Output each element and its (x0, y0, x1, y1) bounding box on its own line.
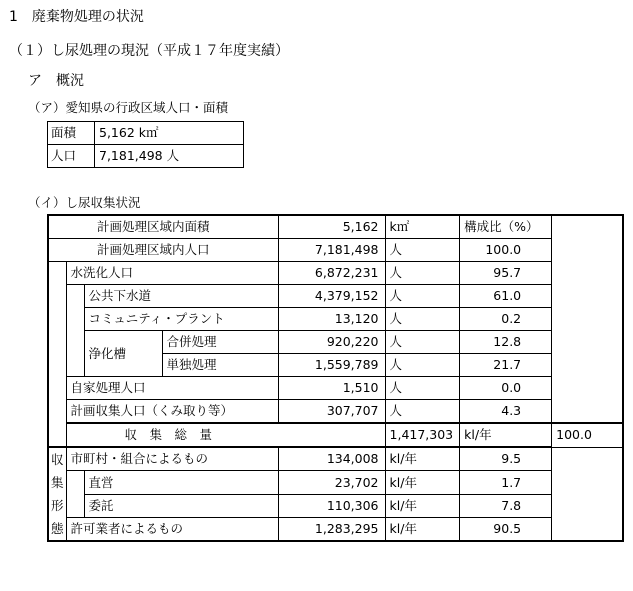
gappei-pct: 12.8 (460, 331, 552, 354)
population-row-label: 計画処理区域内人口 (48, 239, 278, 262)
gappei-unit: 人 (385, 331, 460, 354)
total-pct: 100.0 (552, 423, 623, 447)
population-value: 7,181,498 人 (95, 145, 244, 168)
consign-pct: 7.8 (460, 495, 552, 518)
keikaku-unit: 人 (385, 400, 460, 424)
table-row (48, 215, 623, 239)
direct-pct: 1.7 (460, 471, 552, 495)
consign-unit: kl/年 (385, 495, 460, 518)
form-char: 態 (51, 521, 64, 536)
licensed-pct: 90.5 (460, 518, 552, 542)
area-row-label: 計画処理区域内面積 (48, 215, 278, 239)
gappei-value: 920,220 (278, 331, 385, 354)
community-label: コミュニティ・プラント (84, 308, 278, 331)
tandoku-pct: 21.7 (460, 354, 552, 377)
licensed-label: 許可業者によるもの (66, 518, 278, 542)
licensed-value: 1,283,295 (278, 518, 385, 542)
suisen-unit: 人 (385, 262, 460, 285)
collection-table-caption: （イ）し尿収集状況 (28, 195, 141, 210)
indent-cell (48, 262, 66, 448)
jika-unit: 人 (385, 377, 460, 400)
community-unit: 人 (385, 308, 460, 331)
table-row (48, 377, 623, 400)
table-row (48, 145, 244, 168)
population-label: 人口 (48, 145, 95, 168)
suisen-label: 水洗化人口 (66, 262, 278, 285)
suisen-value: 6,872,231 (278, 262, 385, 285)
table-row (48, 400, 623, 424)
collection-form-label (48, 447, 66, 541)
kokyo-pct: 61.0 (460, 285, 552, 308)
community-value: 13,120 (278, 308, 385, 331)
gappei-label: 合併処理 (162, 331, 278, 354)
collection-status-table (47, 214, 624, 542)
keikaku-value: 307,707 (278, 400, 385, 424)
area-label: 面積 (48, 122, 95, 145)
consign-value: 110,306 (278, 495, 385, 518)
subsection-heading: ア 概況 (28, 73, 84, 89)
table-row (48, 447, 623, 471)
tandoku-unit: 人 (385, 354, 460, 377)
table-row (48, 262, 623, 285)
kokyo-unit: 人 (385, 285, 460, 308)
table-row (48, 423, 623, 447)
population-row-pct: 100.0 (460, 239, 552, 262)
total-unit: kl/年 (460, 423, 552, 447)
table-row (48, 495, 623, 518)
community-pct: 0.2 (460, 308, 552, 331)
suisen-pct: 95.7 (460, 262, 552, 285)
form-char: 集 (51, 475, 64, 490)
keikaku-label: 計画収集人口（くみ取り等） (66, 400, 278, 424)
municipal-pct: 9.5 (460, 447, 552, 471)
table-row (48, 518, 623, 542)
page-title: 1 廃棄物処理の状況 (9, 9, 144, 25)
jika-label: 自家処理人口 (66, 377, 278, 400)
table-row (48, 239, 623, 262)
keikaku-pct: 4.3 (460, 400, 552, 424)
area-row-unit: k㎡ (385, 215, 460, 239)
direct-unit: kl/年 (385, 471, 460, 495)
municipal-unit: kl/年 (385, 447, 460, 471)
licensed-unit: kl/年 (385, 518, 460, 542)
total-value: 1,417,303 (385, 423, 460, 447)
municipal-label: 市町村・組合によるもの (66, 447, 278, 471)
section-heading: （１）し尿処理の現況（平成１７年度実績） (9, 43, 289, 59)
population-row-value: 7,181,498 (278, 239, 385, 262)
jokaso-label: 浄化槽 (84, 331, 162, 377)
kokyo-value: 4,379,152 (278, 285, 385, 308)
municipal-value: 134,008 (278, 447, 385, 471)
table-row (48, 471, 623, 495)
total-label: 収 集 総 量 (66, 423, 385, 447)
indent-cell (66, 471, 84, 518)
table-row (48, 285, 623, 308)
form-char: 収 (51, 452, 64, 467)
table-row (48, 331, 623, 354)
jika-value: 1,510 (278, 377, 385, 400)
tandoku-label: 単独処理 (162, 354, 278, 377)
population-row-unit: 人 (385, 239, 460, 262)
jika-pct: 0.0 (460, 377, 552, 400)
area-row-value: 5,162 (278, 215, 385, 239)
consign-label: 委託 (84, 495, 278, 518)
ratio-header: 構成比（%） (460, 215, 552, 239)
indent-cell (66, 285, 84, 377)
kokyo-label: 公共下水道 (84, 285, 278, 308)
tandoku-value: 1,559,789 (278, 354, 385, 377)
form-char: 形 (51, 498, 64, 513)
table-row (48, 308, 623, 331)
area-table-caption: （ア）愛知県の行政区域人口・面積 (28, 100, 229, 115)
direct-value: 23,702 (278, 471, 385, 495)
area-value: 5,162 k㎡ (95, 122, 244, 145)
table-row (48, 122, 244, 145)
direct-label: 直営 (84, 471, 278, 495)
area-population-table (47, 121, 244, 168)
